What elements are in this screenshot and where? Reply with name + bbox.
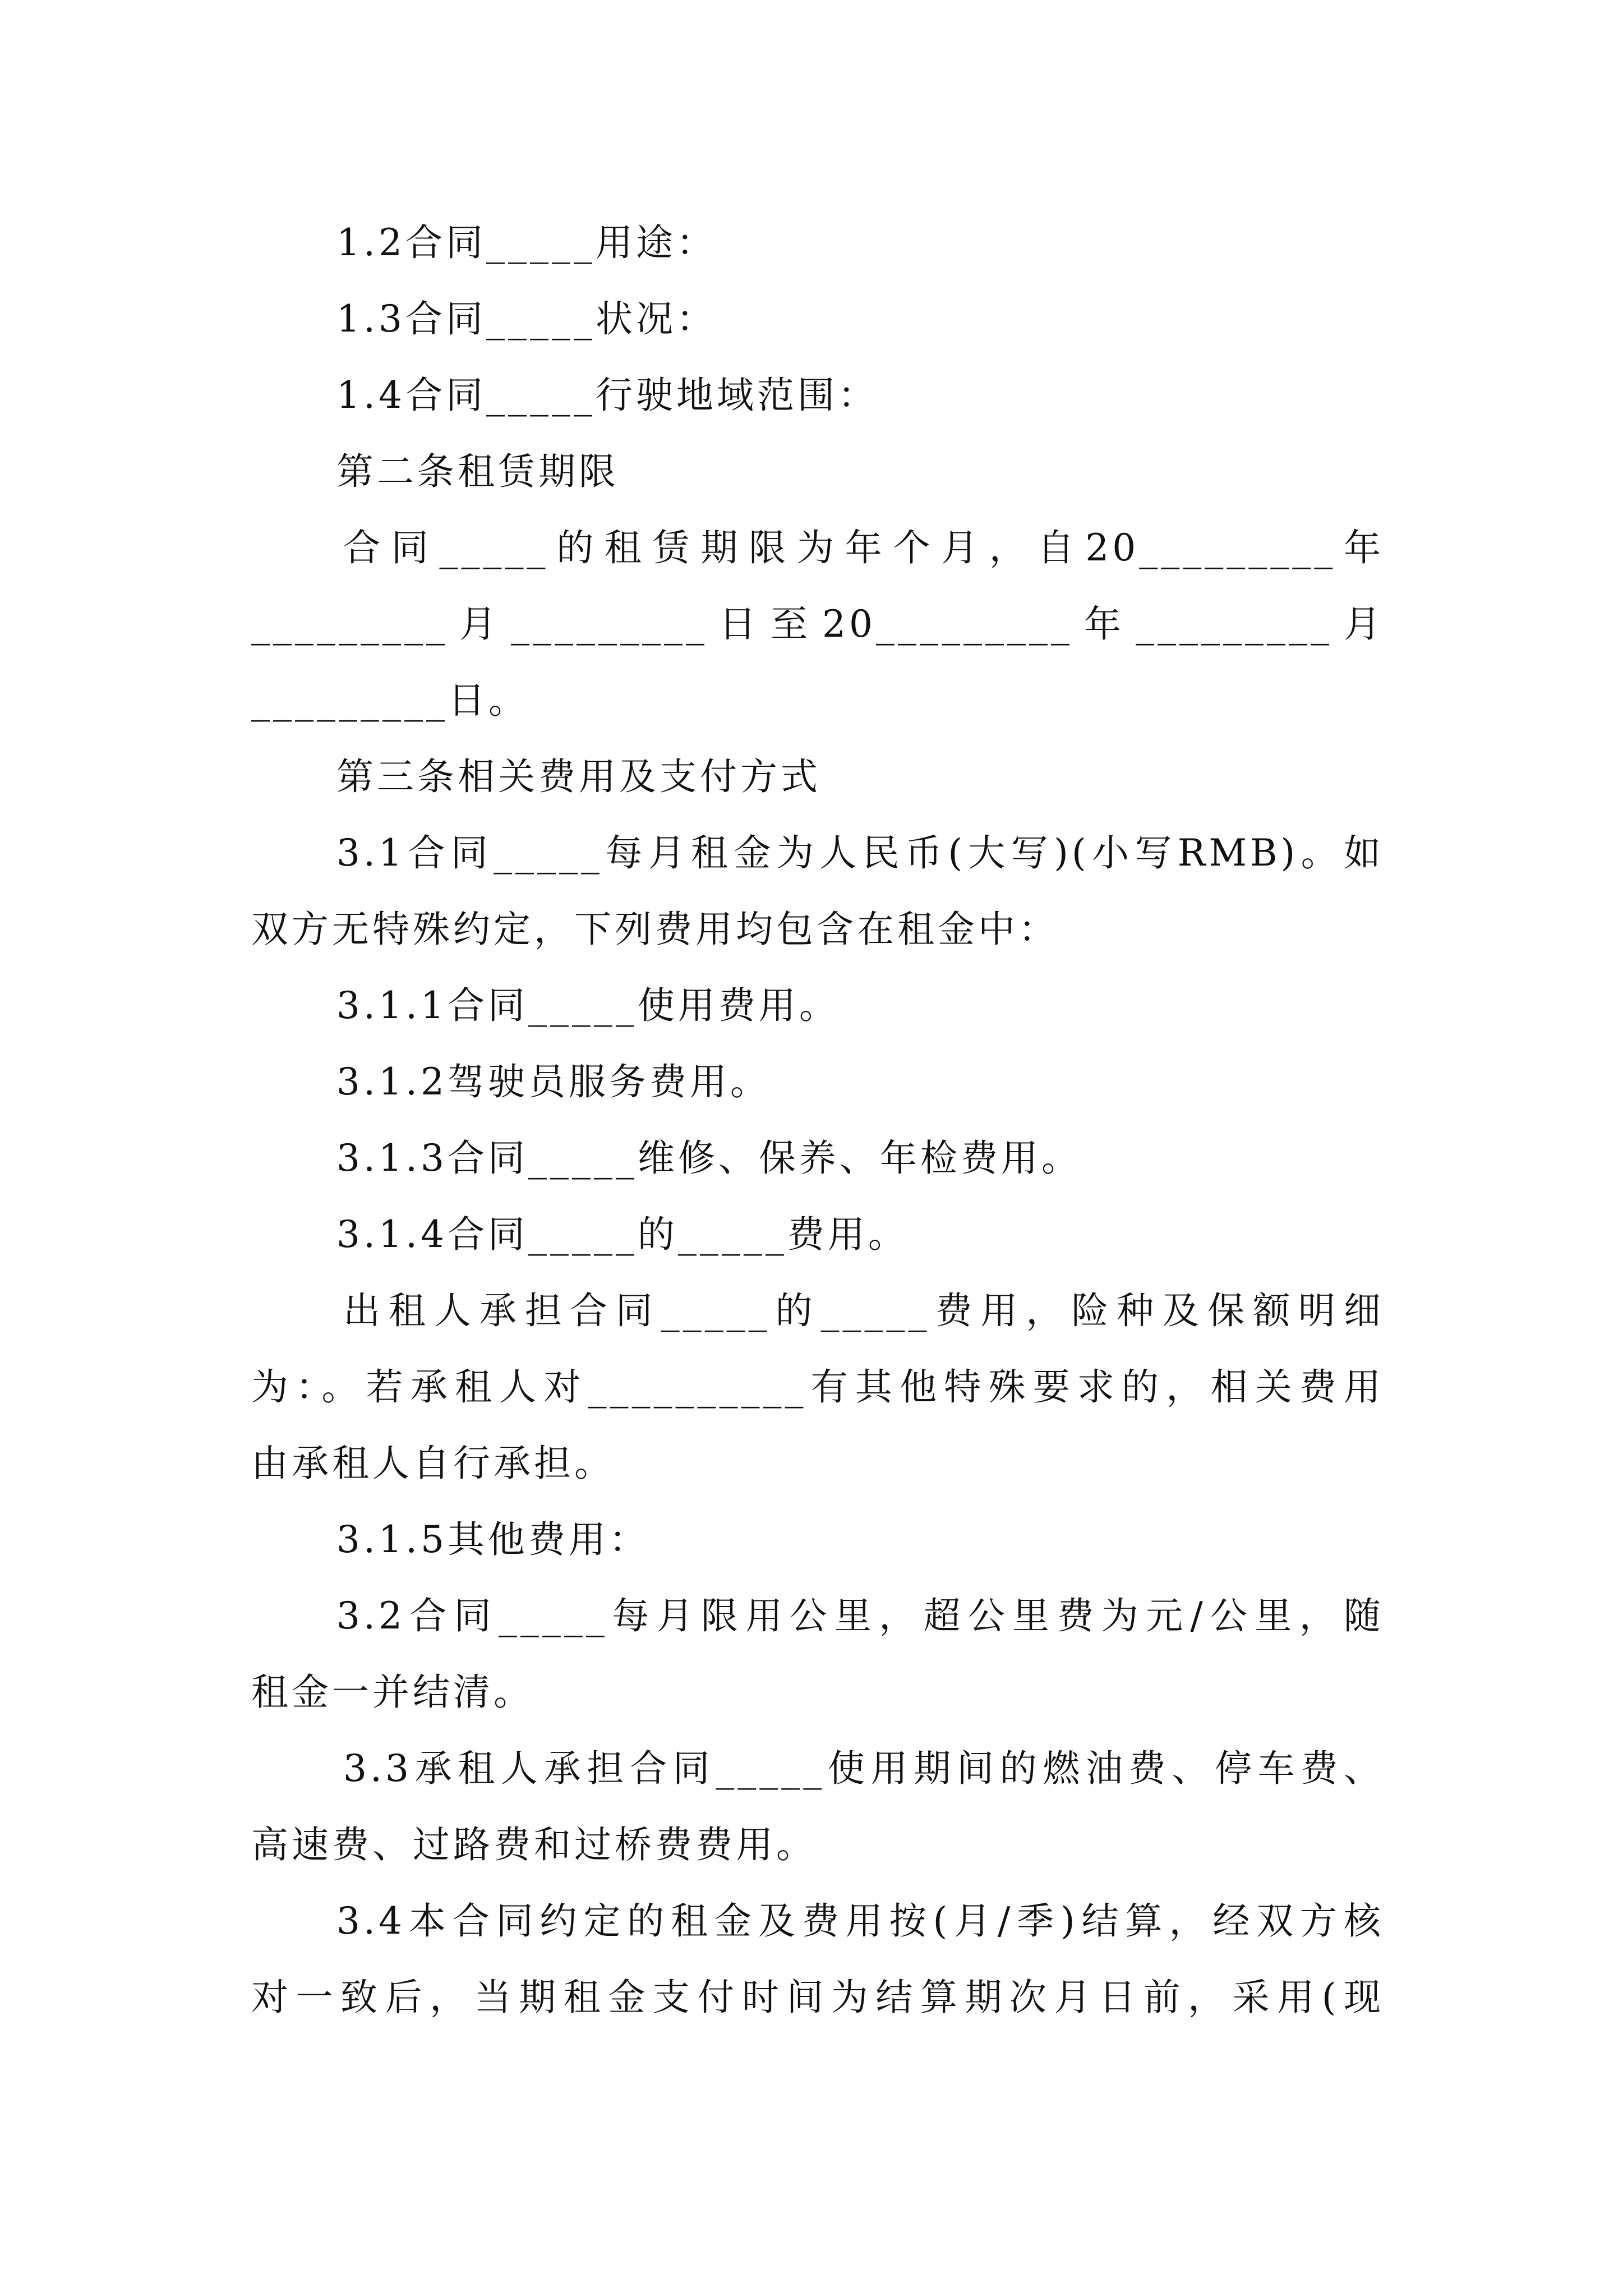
clause-3-1-4: 3.1.4合同_____的_____费用。 — [336, 1213, 909, 1256]
clause-3-1-line-2: 双方无特殊约定，下列费用均包含在租金中： — [251, 908, 1059, 951]
clause-1-3: 1.3合同_____状况： — [336, 297, 717, 341]
article-2-line-1: 合同_____的租赁期限为年个月，自20_________年 — [343, 526, 1384, 569]
document-page — [251, 205, 1384, 2036]
clause-1-4: 1.4合同_____行驶地域范围： — [336, 374, 878, 417]
clause-3-1-1: 3.1.1合同_____使用费用。 — [336, 984, 840, 1027]
insurance-line-2: 为：。若承租人对__________有其他特殊要求的，相关费用 — [251, 1365, 1384, 1409]
insurance-line-3: 由承租人自行承担。 — [251, 1442, 615, 1485]
clause-3-2-line-1: 3.2合同_____每月限用公里，超公里费为元/公里，随 — [336, 1594, 1384, 1637]
clause-3-1-line-1: 3.1合同_____每月租金为人民币(大写)(小写RMB)。如 — [336, 831, 1384, 875]
clause-3-3-line-2: 高速费、过路费和过桥费费用。 — [251, 1823, 817, 1866]
article-2-heading: 第二条租赁期限 — [336, 450, 619, 493]
clause-1-2: 1.2合同_____用途： — [336, 221, 717, 264]
clause-3-3-line-1: 3.3承租人承担合同_____使用期间的燃油费、停车费、 — [343, 1747, 1384, 1790]
clause-3-2-line-2: 租金一并结清。 — [251, 1671, 534, 1714]
article-2-line-3: _________日。 — [251, 679, 529, 722]
clause-3-4-line-1: 3.4本合同约定的租金及费用按(月/季)结算，经双方核 — [336, 1899, 1384, 1943]
clause-3-1-3: 3.1.3合同_____维修、保养、年检费用。 — [336, 1137, 1082, 1180]
article-3-heading: 第三条相关费用及支付方式 — [336, 755, 821, 798]
clause-3-1-5: 3.1.5其他费用： — [336, 1518, 649, 1561]
article-2-line-2: _________月_________日至20_________年_________月 — [251, 602, 1384, 646]
insurance-line-1: 出租人承担合同_____的_____费用，险种及保额明细 — [343, 1289, 1384, 1332]
clause-3-1-2: 3.1.2驾驶员服务费用。 — [336, 1060, 771, 1103]
clause-3-4-line-2: 对一致后，当期租金支付时间为结算期次月日前，采用(现 — [251, 1976, 1384, 2019]
